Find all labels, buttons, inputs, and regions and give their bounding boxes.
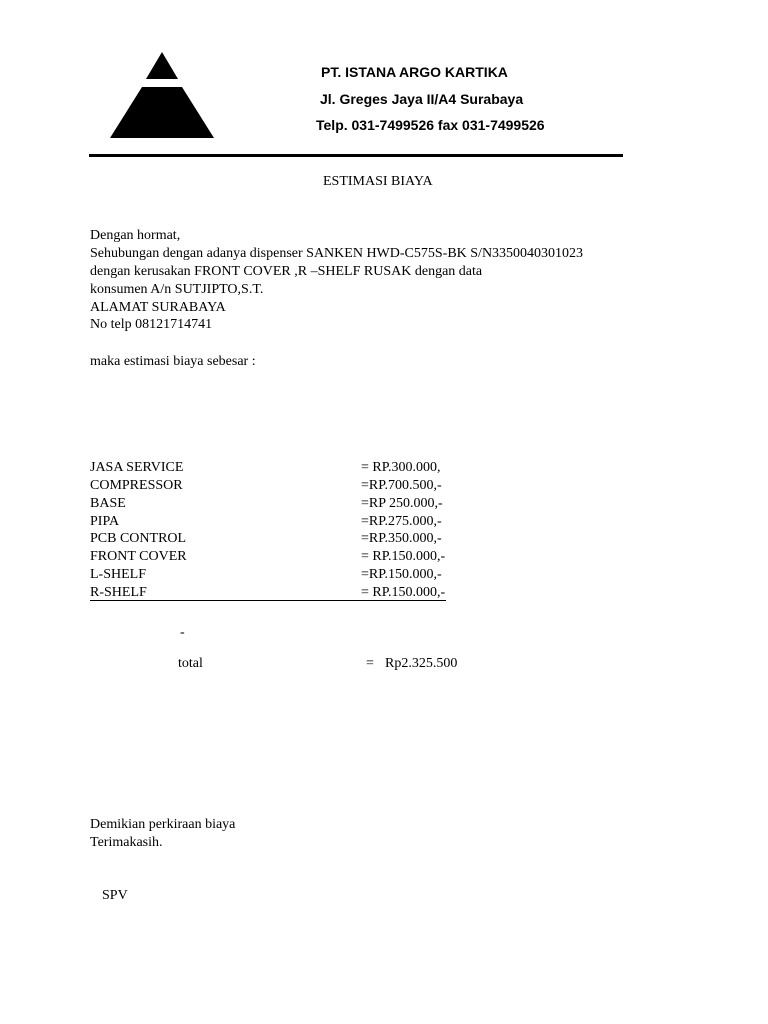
cost-row bbox=[90, 566, 630, 584]
cost-price: =RP.150.000,- bbox=[361, 567, 442, 582]
cost-item: R-SHELF bbox=[90, 585, 147, 600]
closing-line-2: Terimakasih. bbox=[90, 835, 163, 850]
closing-line-1: Demikian perkiraan biaya bbox=[90, 817, 236, 832]
cost-price: = RP.300.000, bbox=[361, 460, 441, 475]
cost-item: PCB CONTROL bbox=[90, 531, 187, 546]
company-logo bbox=[108, 50, 216, 140]
cost-price: = RP.150.000,- bbox=[361, 549, 446, 564]
cost-item: L-SHELF bbox=[90, 567, 146, 582]
subtotal-dash: - bbox=[180, 625, 185, 640]
intro-line-5: No telp 08121714741 bbox=[90, 317, 213, 332]
document-title: ESTIMASI BIAYA bbox=[323, 174, 433, 189]
cost-row bbox=[90, 530, 630, 548]
cost-item: JASA SERVICE bbox=[90, 460, 184, 475]
intro-line-4: ALAMAT SURABAYA bbox=[90, 300, 226, 315]
intro-line-2: dengan kerusakan FRONT COVER ,R –SHELF RUSAK dengan data bbox=[90, 264, 483, 279]
cost-row bbox=[90, 459, 630, 477]
cost-price: =RP.700.500,- bbox=[361, 478, 442, 493]
cost-row bbox=[90, 548, 630, 566]
cost-row bbox=[90, 495, 630, 513]
intro-line-3: konsumen A/n SUTJIPTO,S.T. bbox=[90, 282, 264, 297]
cost-item: BASE bbox=[90, 496, 126, 511]
company-name: PT. ISTANA ARGO KARTIKA bbox=[321, 64, 508, 80]
subtotal-line bbox=[90, 600, 446, 601]
cost-row bbox=[90, 477, 630, 495]
signature-role: SPV bbox=[102, 888, 128, 903]
total-value: Rp2.325.500 bbox=[385, 656, 458, 671]
total-equals: = bbox=[366, 656, 374, 671]
cost-price: =RP 250.000,- bbox=[361, 496, 443, 511]
total-label: total bbox=[178, 656, 203, 671]
cost-item: COMPRESSOR bbox=[90, 478, 183, 493]
cost-price: = RP.150.000,- bbox=[361, 585, 446, 600]
cost-row bbox=[90, 513, 630, 531]
cost-price: =RP.275.000,- bbox=[361, 514, 442, 529]
estimate-lead: maka estimasi biaya sebesar : bbox=[90, 354, 256, 369]
cost-price: =RP.350.000,- bbox=[361, 531, 442, 546]
company-telephone: Telp. 031-7499526 fax 031-7499526 bbox=[316, 117, 545, 133]
header-divider bbox=[89, 154, 623, 157]
greeting: Dengan hormat, bbox=[90, 228, 181, 243]
intro-line-1: Sehubungan dengan adanya dispenser SANKEN HWD-C575S-BK S/N3350040301023 bbox=[90, 246, 584, 261]
cost-item: PIPA bbox=[90, 514, 120, 529]
company-address: Jl. Greges Jaya II/A4 Surabaya bbox=[320, 91, 524, 107]
cost-item: FRONT COVER bbox=[90, 549, 187, 564]
